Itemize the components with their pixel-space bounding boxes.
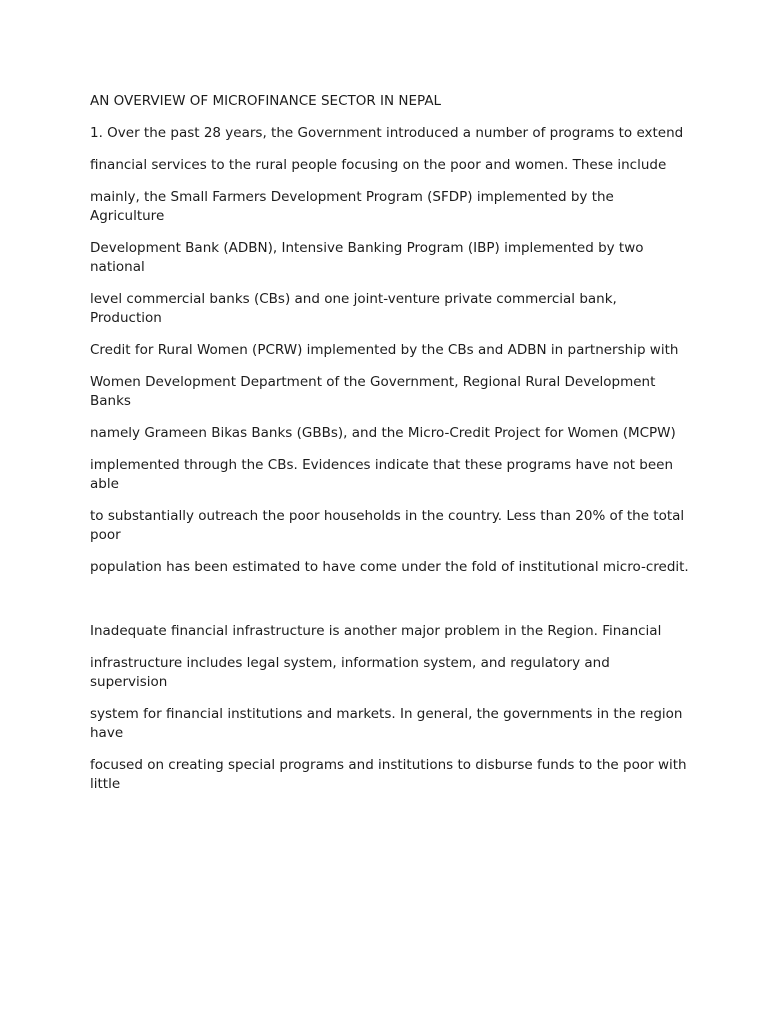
section-1 bbox=[90, 124, 690, 577]
paragraph-line: level commercial banks (CBs) and one joint-venture private commercial bank, Production bbox=[90, 291, 617, 326]
paragraph-line: namely Grameen Bikas Banks (GBBs), and the Micro-Credit Project for Women (MCPW) bbox=[90, 425, 676, 441]
document-title: AN OVERVIEW OF MICROFINANCE SECTOR IN NEPAL bbox=[90, 93, 442, 109]
section-2 bbox=[90, 622, 690, 794]
paragraph-line: focused on creating special programs and institutions to disburse funds to the poor with little bbox=[90, 757, 687, 792]
paragraph-line: Inadequate financial infrastructure is another major problem in the Region. Financial bbox=[90, 623, 662, 639]
paragraph-line: infrastructure includes legal system, information system, and regulatory and supervision bbox=[90, 655, 610, 690]
paragraph-line: system for financial institutions and markets. In general, the governments in the region have bbox=[90, 706, 683, 741]
section-gap bbox=[90, 590, 690, 622]
document-body bbox=[90, 92, 690, 807]
paragraph-line: financial services to the rural people focusing on the poor and women. These include bbox=[90, 157, 667, 173]
paragraph-line: to substantially outreach the poor households in the country. Less than 20% of the total poor bbox=[90, 508, 685, 543]
paragraph-line: mainly, the Small Farmers Development Program (SFDP) implemented by the Agriculture bbox=[90, 189, 614, 224]
paragraph-line: Credit for Rural Women (PCRW) implemented by the CBs and ADBN in partnership with bbox=[90, 342, 679, 358]
paragraph-line: 1. Over the past 28 years, the Government introduced a number of programs to extend bbox=[90, 125, 684, 141]
paragraph-line: implemented through the CBs. Evidences indicate that these programs have not been able bbox=[90, 457, 674, 492]
paragraph-line: Development Bank (ADBN), Intensive Banking Program (IBP) implemented by two national bbox=[90, 240, 644, 275]
paragraph-line: population has been estimated to have come under the fold of institutional micro-credit. bbox=[90, 559, 689, 575]
paragraph-line: Women Development Department of the Government, Regional Rural Development Banks bbox=[90, 374, 656, 409]
